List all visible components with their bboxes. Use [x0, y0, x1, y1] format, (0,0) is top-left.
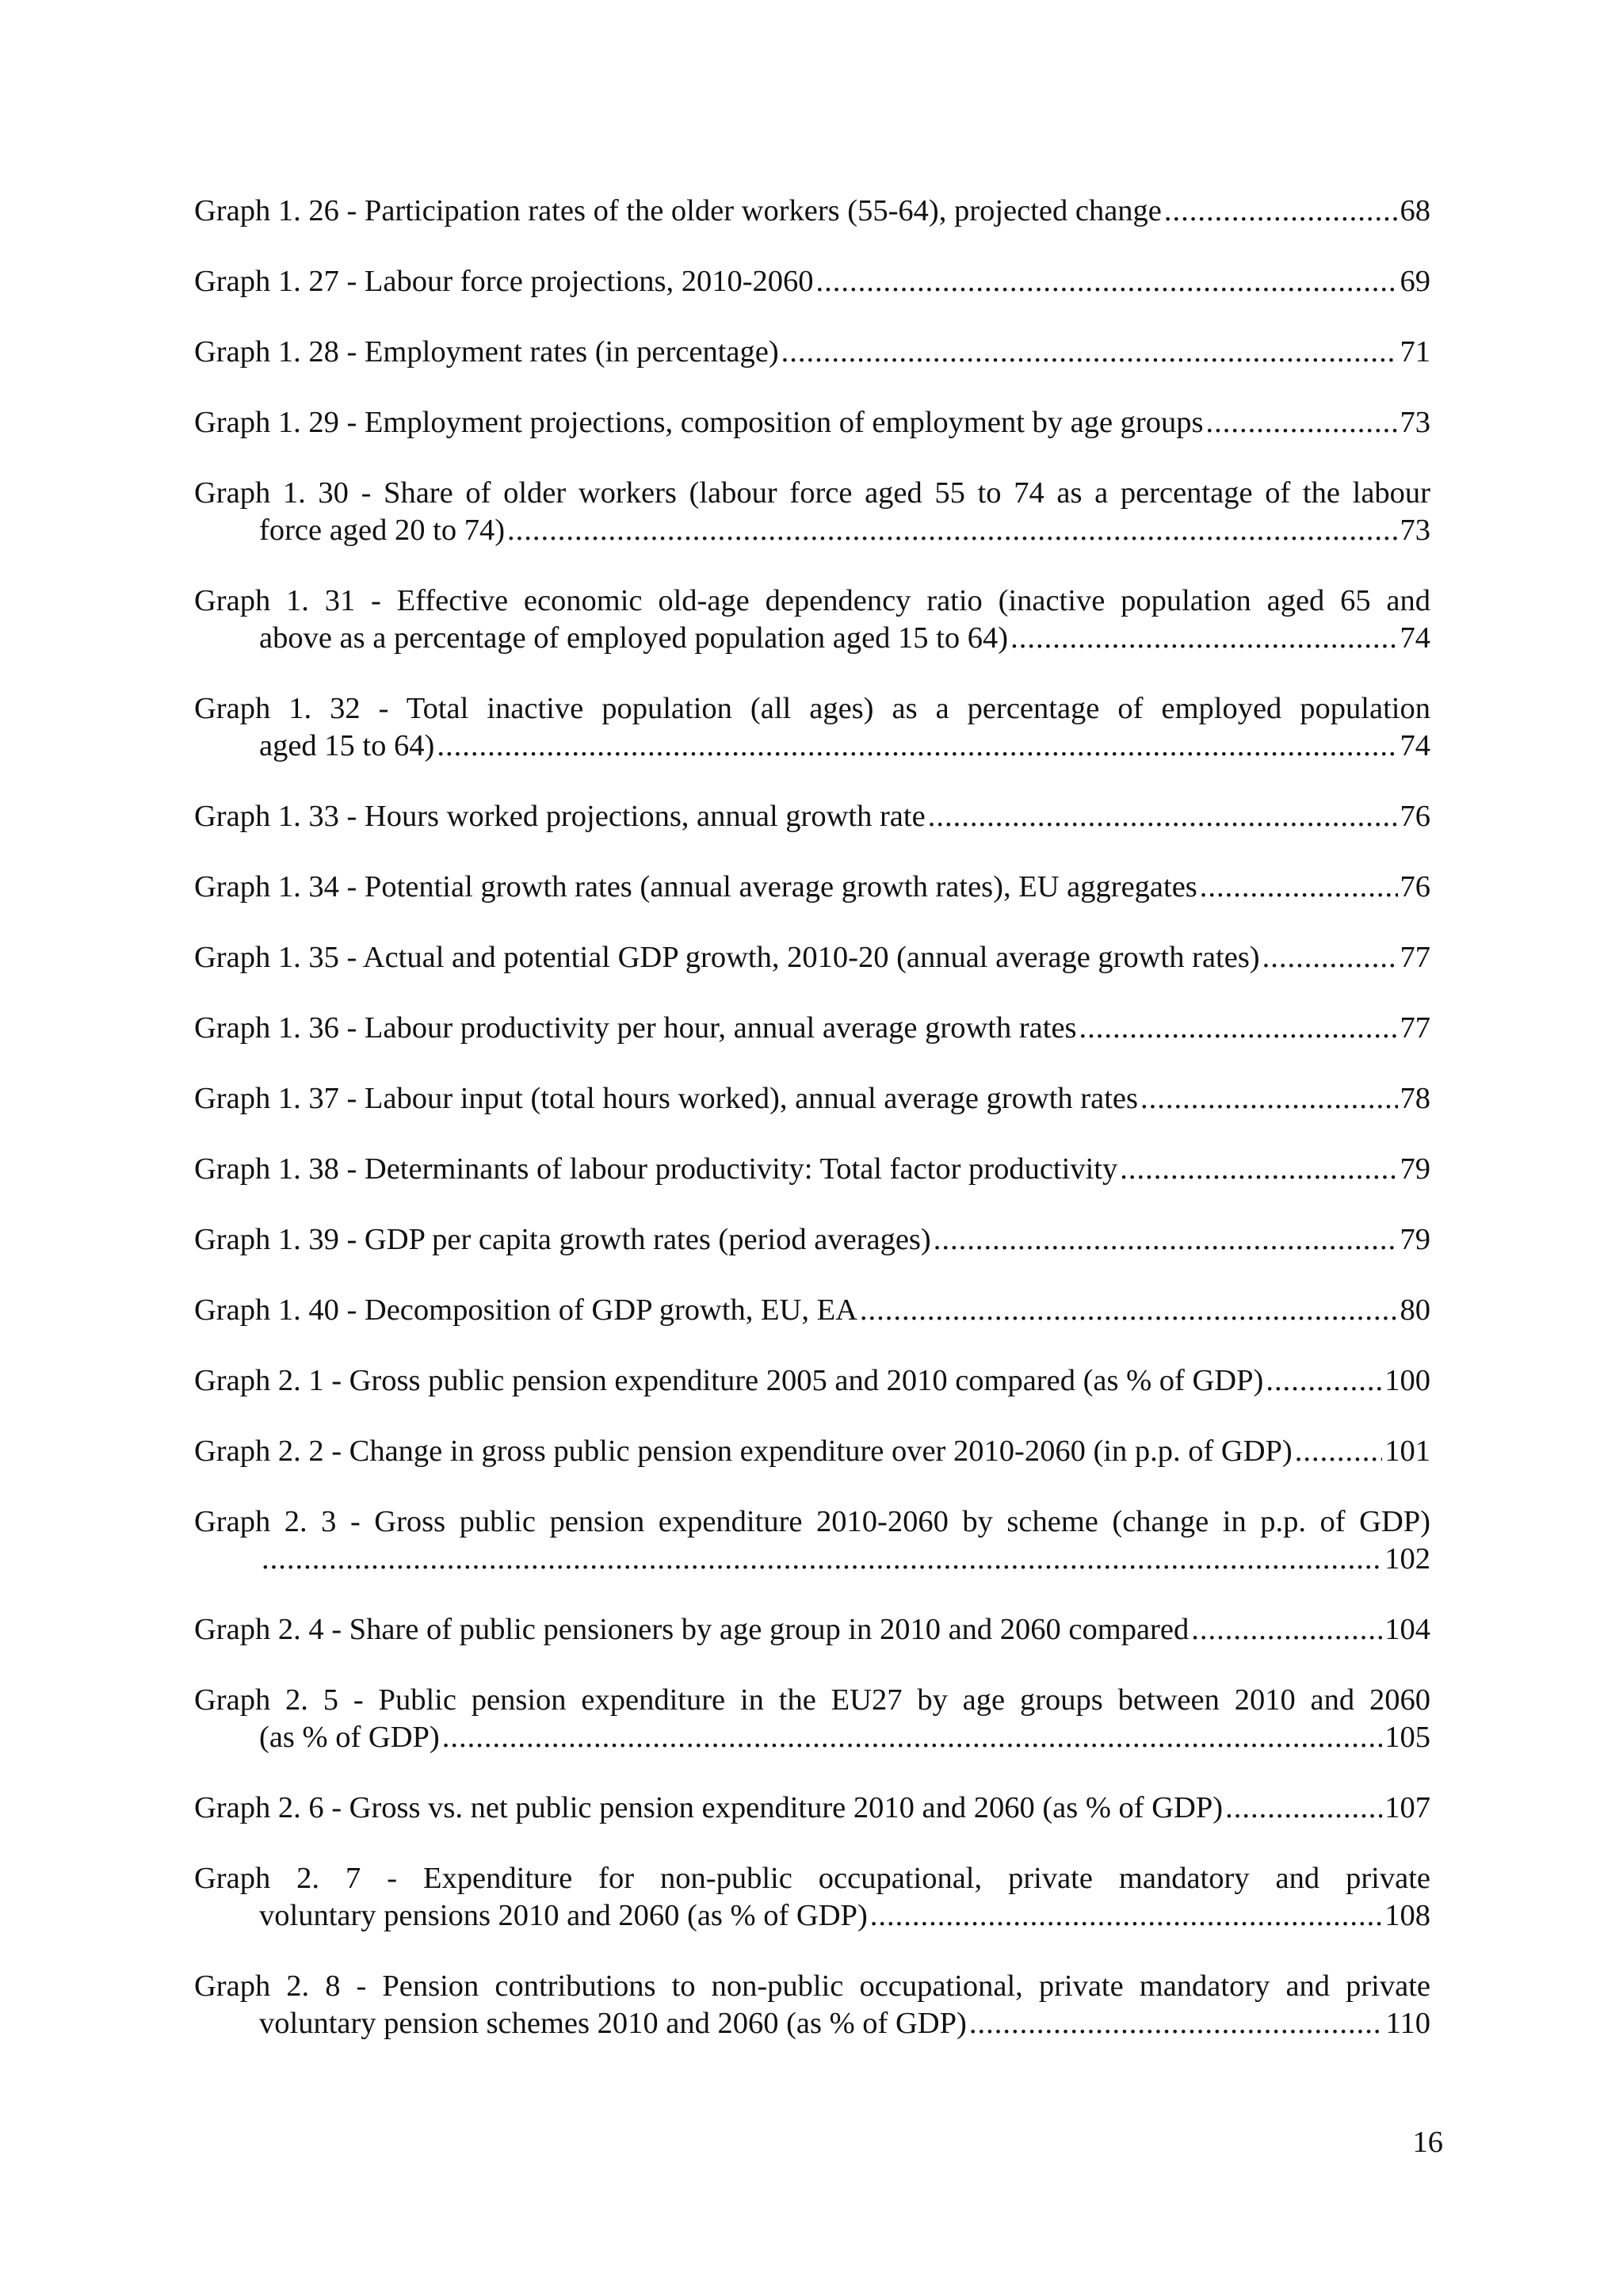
toc-entry[interactable]: [194, 1503, 1430, 1611]
toc-entry-page: 77: [1400, 1011, 1430, 1045]
toc-entry-line: [194, 728, 1430, 765]
toc-entry-line: [194, 939, 1430, 976]
toc-entry-line: [194, 1433, 1430, 1470]
toc-entry-line: [194, 334, 1430, 371]
toc-entry-page: 71: [1400, 335, 1430, 369]
dot-leader: [1164, 193, 1398, 230]
toc-entry-title: Graph 2. 6 - Gross vs. net public pension expenditure 2010 and 2060 (as % of GDP): [194, 1791, 1224, 1824]
toc-entry-title: Graph 1. 26 - Participation rates of the older workers (55-64), projected change: [194, 194, 1162, 227]
toc-entry-page: 79: [1400, 1152, 1430, 1186]
toc-entry-title: Graph 1. 35 - Actual and potential GDP growth, 2010-20 (annual average growth rates): [194, 941, 1260, 974]
toc-entry-page: 74: [1400, 621, 1430, 655]
dot-leader: [507, 512, 1397, 549]
dot-leader: [262, 1541, 1382, 1578]
toc-entry[interactable]: [194, 1080, 1430, 1151]
toc-entry-line: Graph 2. 8 - Pension contributions to non-public occupational, private mandatory and private: [194, 1969, 1430, 2003]
toc-entry-line: Graph 2. 5 - Public pension expenditure in the EU27 by age groups between 2010 and 2060: [194, 1683, 1430, 1717]
toc-entry-line: [194, 1221, 1430, 1259]
toc-entry-title: voluntary pension schemes 2010 and 2060 (as % of GDP): [259, 2007, 967, 2040]
toc-entry[interactable]: [194, 690, 1430, 798]
toc-entry-page: 73: [1400, 406, 1430, 439]
toc-entry-line: Graph 1. 32 - Total inactive population (all ages) as a percentage of employed population: [194, 692, 1430, 725]
toc-entry[interactable]: [194, 1790, 1430, 1860]
toc-entry[interactable]: [194, 263, 1430, 334]
toc-entry-page: 101: [1384, 1435, 1430, 1468]
dot-leader: [1079, 1010, 1398, 1047]
toc-entry-page: 80: [1400, 1293, 1430, 1327]
toc-entry[interactable]: [194, 939, 1430, 1010]
toc-entry-title: Graph 1. 36 - Labour productivity per hour, annual average growth rates: [194, 1011, 1077, 1045]
toc-entry[interactable]: [194, 1362, 1430, 1433]
toc-entry-line: [194, 1541, 1430, 1578]
toc-entry-page: 102: [1384, 1542, 1430, 1576]
toc-entry-line: [194, 1897, 1430, 1935]
toc-entry[interactable]: [194, 1151, 1430, 1221]
dot-leader: [437, 728, 1397, 765]
toc-entry[interactable]: [194, 869, 1430, 939]
toc-entry-page: 78: [1400, 1082, 1430, 1115]
toc-entry[interactable]: [194, 475, 1430, 583]
toc-entry-page: 107: [1384, 1791, 1430, 1824]
toc-entry[interactable]: [194, 583, 1430, 690]
dot-leader: [781, 334, 1398, 371]
toc-entry-page: 77: [1400, 941, 1430, 974]
page-number: 16: [1412, 2126, 1443, 2159]
toc-entry-title: Graph 1. 34 - Potential growth rates (annual average growth rates), EU aggregates: [194, 870, 1197, 904]
dot-leader: [1200, 869, 1398, 906]
toc-entry[interactable]: [194, 798, 1430, 869]
toc-entry-line: [194, 869, 1430, 906]
toc-entry-line: [194, 620, 1430, 657]
toc-entry-page: 79: [1400, 1223, 1430, 1256]
toc-entry-title: Graph 1. 29 - Employment projections, composition of employment by age groups: [194, 406, 1204, 439]
toc-entry-title: force aged 20 to 74): [259, 514, 506, 547]
toc-entry-line: Graph 2. 7 - Expenditure for non-public occupational, private mandatory and private: [194, 1862, 1430, 1895]
toc-entry-page: 105: [1384, 1721, 1430, 1754]
table-of-graphs: [194, 193, 1430, 2076]
dot-leader: [969, 2005, 1384, 2042]
toc-entry-title: Graph 1. 38 - Determinants of labour productivity: Total factor productivity: [194, 1152, 1118, 1186]
toc-entry-title: aged 15 to 64): [259, 729, 435, 762]
toc-entry-line: [194, 193, 1430, 230]
toc-entry[interactable]: [194, 1010, 1430, 1080]
dot-leader: [1120, 1151, 1397, 1188]
toc-entry-title: Graph 1. 33 - Hours worked projections, annual growth rate: [194, 800, 926, 833]
toc-entry-line: Graph 2. 3 - Gross public pension expenditure 2010-2060 by scheme (change in p.p. of GDP): [194, 1505, 1430, 1538]
toc-entry-line: [194, 1151, 1430, 1188]
toc-entry-line: [194, 1080, 1430, 1117]
dot-leader: [1140, 1080, 1398, 1117]
toc-entry-line: [194, 512, 1430, 549]
toc-entry-page: 74: [1400, 729, 1430, 762]
toc-entry-title: Graph 1. 28 - Employment rates (in percentage): [194, 335, 779, 369]
toc-entry-title: (as % of GDP): [259, 1721, 440, 1754]
dot-leader: [1295, 1433, 1382, 1470]
toc-entry-page: 69: [1400, 265, 1430, 298]
dot-leader: [1225, 1790, 1382, 1827]
toc-entry-page: 68: [1400, 194, 1430, 227]
dot-leader: [870, 1897, 1382, 1935]
toc-entry[interactable]: [194, 1860, 1430, 1968]
toc-entry[interactable]: [194, 1292, 1430, 1362]
toc-entry[interactable]: [194, 334, 1430, 404]
dot-leader: [1262, 939, 1398, 976]
dot-leader: [816, 263, 1398, 300]
toc-entry-title: Graph 1. 40 - Decomposition of GDP growth, EU, EA: [194, 1293, 857, 1327]
toc-entry-line: [194, 1010, 1430, 1047]
toc-entry-title: Graph 1. 27 - Labour force projections, 2010-2060: [194, 265, 814, 298]
toc-entry-line: [194, 1790, 1430, 1827]
toc-entry-page: 104: [1384, 1613, 1430, 1646]
toc-entry[interactable]: [194, 1611, 1430, 1682]
toc-entry[interactable]: [194, 193, 1430, 263]
dot-leader: [1010, 620, 1397, 657]
toc-entry-line: [194, 263, 1430, 300]
toc-entry-title: Graph 2. 4 - Share of public pensioners by age group in 2010 and 2060 compared: [194, 1613, 1190, 1646]
toc-entry[interactable]: [194, 404, 1430, 475]
toc-entry-line: [194, 1292, 1430, 1329]
toc-entry-page: 76: [1400, 800, 1430, 833]
toc-entry-title: Graph 1. 37 - Labour input (total hours worked), annual average growth rates: [194, 1082, 1138, 1115]
toc-entry-line: [194, 2005, 1430, 2042]
toc-entry-line: [194, 798, 1430, 835]
toc-entry[interactable]: [194, 1433, 1430, 1503]
toc-entry-title: Graph 1. 39 - GDP per capita growth rates (period averages): [194, 1223, 931, 1256]
dot-leader: [1191, 1611, 1382, 1648]
dot-leader: [1206, 404, 1398, 441]
toc-entry-line: [194, 1611, 1430, 1648]
toc-entry-line: Graph 1. 31 - Effective economic old-age dependency ratio (inactive population aged 65 and: [194, 584, 1430, 617]
toc-entry-page: 76: [1400, 870, 1430, 904]
toc-entry-line: [194, 1719, 1430, 1756]
toc-entry[interactable]: [194, 1221, 1430, 1292]
toc-entry-page: 108: [1384, 1899, 1430, 1932]
toc-entry-line: [194, 404, 1430, 441]
toc-entry-title: above as a percentage of employed population aged 15 to 64): [259, 621, 1009, 655]
toc-entry[interactable]: [194, 1968, 1430, 2076]
dot-leader: [934, 1221, 1398, 1259]
toc-entry-title: voluntary pensions 2010 and 2060 (as % of GDP): [259, 1899, 868, 1932]
toc-entry-title: Graph 2. 2 - Change in gross public pension expenditure over 2010-2060 (in p.p. of GDP): [194, 1435, 1293, 1468]
toc-entry-page: 100: [1384, 1364, 1430, 1397]
toc-entry-line: [194, 1362, 1430, 1400]
dot-leader: [1266, 1362, 1382, 1400]
dot-leader: [442, 1719, 1383, 1756]
dot-leader: [928, 798, 1398, 835]
dot-leader: [860, 1292, 1398, 1329]
toc-entry-title: Graph 2. 1 - Gross public pension expenditure 2005 and 2010 compared (as % of GDP): [194, 1364, 1264, 1397]
toc-entry-page: 110: [1385, 2007, 1430, 2040]
toc-entry-line: Graph 1. 30 - Share of older workers (labour force aged 55 to 74 as a percentage of the labour: [194, 476, 1430, 510]
toc-entry[interactable]: [194, 1682, 1430, 1790]
toc-entry-page: 73: [1400, 514, 1430, 547]
